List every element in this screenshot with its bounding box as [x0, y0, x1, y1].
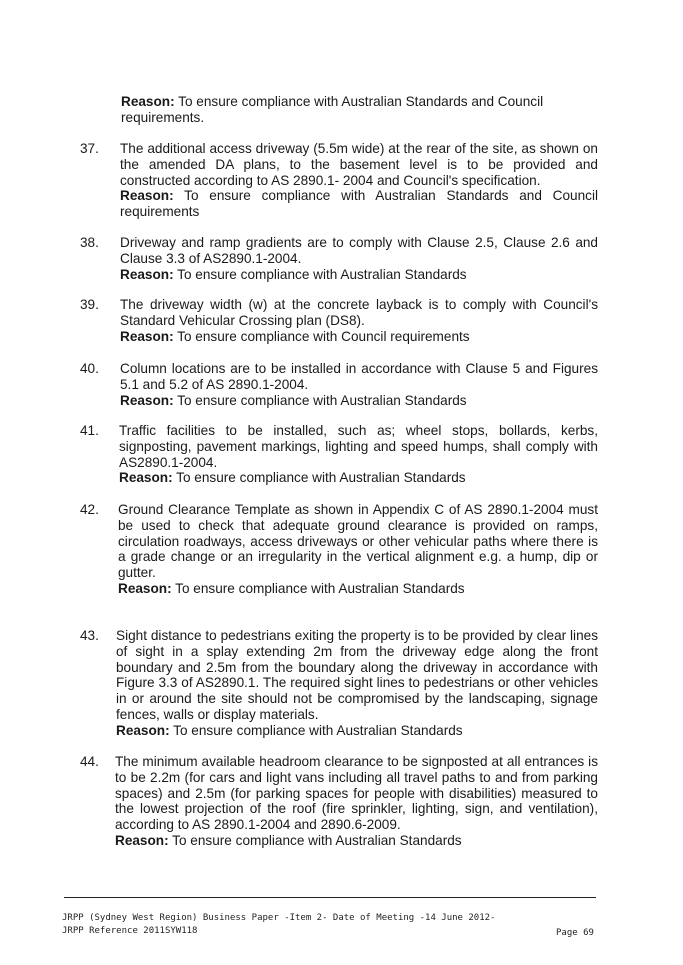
condition-text: Ground Clearance Template as shown in Appendix C of AS 2890.1-2004 must be used to check that adequate ground clearance is provided on ramps, circulation roadways, access driveways or other vehicular paths where there is a grade change or an irregularity in the vertical alignment e.g. a hump, dip or gutter. — [118, 502, 598, 581]
condition-item — [119, 423, 598, 486]
reason-label: Reason: — [120, 188, 174, 204]
condition-text: The additional access driveway (5.5m wide) at the rear of the site, as shown on the amended DA plans, to the basement level is to be provided and constructed according to AS 2890.1- 2004 and Council's specification. — [120, 141, 598, 188]
condition-reason — [120, 267, 598, 283]
footer-meeting-line: JRPP (Sydney West Region) Business Paper -Item 2- Date of Meeting -14 June 2012- — [62, 913, 496, 923]
footer-reference: JRPP Reference 2011SYW118 — [62, 926, 198, 936]
condition-item — [118, 502, 598, 597]
condition-number: 38. — [80, 235, 99, 250]
condition-text: The driveway width (w) at the concrete layback is to comply with Council's Standard Vehicular Crossing plan (DS8). — [120, 297, 598, 328]
condition-reason — [120, 188, 598, 220]
condition-reason — [120, 393, 598, 409]
reason-label: Reason: — [120, 328, 174, 344]
reason-text: To ensure compliance with Australian Standards and Council requirements. — [121, 94, 544, 125]
condition-item — [120, 235, 598, 282]
condition-item — [120, 297, 598, 344]
condition-reason — [118, 581, 598, 597]
footer-divider — [64, 897, 596, 898]
reason-label: Reason: — [121, 94, 175, 109]
reason-label: Reason: — [120, 392, 174, 408]
reason-text: To ensure compliance with Council requirements — [177, 328, 470, 344]
condition-number: 39. — [80, 297, 99, 312]
condition-reason — [119, 470, 598, 486]
condition-reason — [115, 833, 598, 849]
condition-item — [116, 628, 598, 739]
reason-text: To ensure compliance with Australian Standards — [176, 470, 466, 486]
condition-number: 40. — [80, 361, 99, 376]
reason-text: To ensure compliance with Australian Standards — [173, 722, 463, 738]
reason-label: Reason: — [115, 832, 169, 848]
reason-label: Reason: — [118, 580, 172, 596]
condition-number: 37. — [80, 141, 99, 156]
page-number: Page 69 — [556, 928, 594, 938]
condition-item — [115, 754, 598, 849]
condition-text: Driveway and ramp gradients are to comply with Clause 2.5, Clause 2.6 and Clause 3.3 of AS2890.1-2004. — [120, 235, 598, 266]
condition-text: The minimum available headroom clearance to be signposted at all entrances is to be 2.2m (for cars and light vans including all travel paths to and from parking spaces) and 2.5m (for parking spaces for people with disabilities) measured to the lowest projection of the roof (fire sprinkler, lighting, sign, and ventilation), according to AS 2890.1-2004 and 2890.6-2009. — [115, 754, 598, 833]
reason-text: To ensure compliance with Australian Standards — [172, 832, 462, 848]
condition-item — [120, 361, 598, 408]
condition-number: 43. — [80, 628, 99, 643]
condition-text: Column locations are to be installed in accordance with Clause 5 and Figures 5.1 and 5.2 of AS 2890.1-2004. — [120, 361, 598, 392]
condition-number: 44. — [80, 754, 99, 769]
condition-text: Traffic facilities to be installed, such as; wheel stops, bollards, kerbs, signposting, pavement markings, lighting and speed humps, shall comply with AS2890.1-2004. — [119, 423, 598, 470]
reason-text: To ensure compliance with Australian Standards — [175, 580, 465, 596]
reason-label: Reason: — [116, 722, 170, 738]
condition-item — [120, 141, 598, 220]
condition-reason — [116, 723, 598, 739]
reason-text: To ensure compliance with Australian Standards — [177, 392, 467, 408]
condition-number: 41. — [80, 423, 99, 438]
condition-reason — [120, 329, 598, 345]
condition-number: 42. — [80, 502, 99, 517]
intro-reason — [121, 94, 561, 126]
reason-text: To ensure compliance with Australian Standards — [177, 266, 467, 282]
condition-text: Sight distance to pedestrians exiting the property is to be provided by clear lines of sight in a splay extending 2m from the driveway edge along the front boundary and 2.5m from the boundary along the driveway in accordance with Figure 3.3 of AS2890.1. The required sight lines to pedestrians or other vehicles in or around the site should not be compromised by the landscaping, signage fences, walls or display materials. — [116, 628, 598, 722]
reason-label: Reason: — [119, 470, 173, 486]
reason-text: To ensure compliance with Australian Standards and Council requirements — [120, 188, 598, 220]
reason-label: Reason: — [120, 266, 174, 282]
